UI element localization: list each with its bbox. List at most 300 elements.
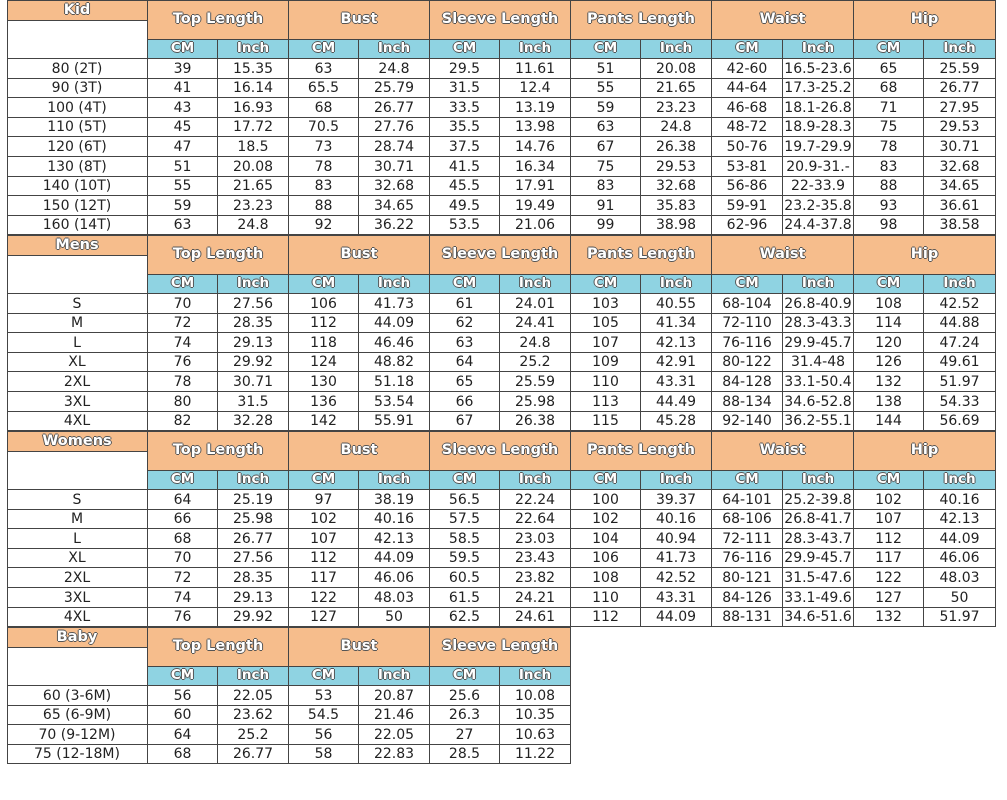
table-cell: 62.5 (430, 608, 500, 627)
table-cell: 44.09 (359, 549, 430, 568)
table-cell: 23.62 (218, 706, 289, 725)
table-cell: 10.63 (500, 725, 571, 745)
size-label: 4XL (7, 412, 148, 431)
table-cell: 57.5 (430, 510, 500, 529)
table-cell: 68 (148, 529, 218, 549)
column-header: Waist (712, 235, 854, 275)
table-cell: 12.4 (500, 79, 571, 98)
table-cell: 112 (571, 608, 641, 627)
table-cell: 70 (148, 294, 218, 314)
table-cell: 44-64 (712, 79, 783, 98)
size-label: M (7, 314, 148, 333)
table-cell: 29.92 (218, 353, 289, 372)
size-label: 70 (9-12M) (7, 725, 148, 745)
table-cell: 61.5 (430, 588, 500, 608)
table-cell: 24.8 (641, 118, 712, 137)
table-cell: 23.43 (500, 549, 571, 568)
table-cell: 26.38 (500, 412, 571, 431)
table-cell: 28.35 (218, 568, 289, 588)
table-cell: 65.5 (289, 79, 359, 98)
table-cell: 26.77 (924, 79, 996, 98)
table-cell: 41.34 (641, 314, 712, 333)
column-header: Sleeve Length (430, 235, 571, 275)
table-cell: 24.61 (500, 608, 571, 627)
table-cell: 51.18 (359, 372, 430, 392)
table-cell: 41.5 (430, 157, 500, 177)
table-cell: 20.08 (641, 59, 712, 79)
table-cell: 55.91 (359, 412, 430, 431)
table-cell: 45.5 (430, 177, 500, 196)
table-cell: 53 (289, 686, 359, 706)
table-cell: 43.31 (641, 372, 712, 392)
unit-header-inch: Inch (641, 40, 712, 59)
table-cell: 112 (854, 529, 924, 549)
table-cell: 72-111 (712, 529, 783, 549)
size-label: S (7, 490, 148, 510)
table-cell: 50-76 (712, 137, 783, 157)
table-cell: 26.77 (218, 529, 289, 549)
table-cell: 32.68 (641, 177, 712, 196)
table-cell: 68-106 (712, 510, 783, 529)
table-cell: 62-96 (712, 216, 783, 235)
size-label: 80 (2T) (7, 59, 148, 79)
table-cell: 102 (289, 510, 359, 529)
column-header: Sleeve Length (430, 627, 571, 667)
table-cell: 17.91 (500, 177, 571, 196)
table-cell: 78 (148, 372, 218, 392)
section-label-spacer (7, 256, 148, 294)
table-cell: 63 (148, 216, 218, 235)
table-cell: 43.31 (641, 588, 712, 608)
table-cell: 22.05 (218, 686, 289, 706)
table-cell: 34.6-52.8 (783, 392, 854, 412)
table-cell: 23.23 (218, 196, 289, 216)
table-cell: 56 (148, 686, 218, 706)
table-cell: 117 (289, 568, 359, 588)
table-cell: 25.98 (500, 392, 571, 412)
table-cell: 16.34 (500, 157, 571, 177)
table-cell: 27.56 (218, 549, 289, 568)
table-cell: 59-91 (712, 196, 783, 216)
table-cell: 50 (359, 608, 430, 627)
table-cell: 107 (854, 510, 924, 529)
unit-header-inch: Inch (924, 40, 996, 59)
table-cell: 40.55 (641, 294, 712, 314)
table-cell: 46.46 (359, 333, 430, 353)
table-cell: 25.6 (430, 686, 500, 706)
table-cell: 32.68 (359, 177, 430, 196)
table-cell: 31.4-48 (783, 353, 854, 372)
column-header: Sleeve Length (430, 0, 571, 40)
table-cell: 120 (854, 333, 924, 353)
table-cell: 27 (430, 725, 500, 745)
column-header: Pants Length (571, 431, 712, 471)
section-label-spacer (7, 648, 148, 686)
size-label: 140 (10T) (7, 177, 148, 196)
table-cell: 32.68 (924, 157, 996, 177)
unit-header-inch: Inch (218, 667, 289, 686)
size-label: 3XL (7, 588, 148, 608)
table-cell: 65 (430, 372, 500, 392)
unit-header-inch: Inch (500, 40, 571, 59)
table-cell: 17.72 (218, 118, 289, 137)
unit-header-cm: CM (148, 40, 218, 59)
table-cell: 26.77 (359, 98, 430, 118)
table-cell: 22.05 (359, 725, 430, 745)
table-cell: 49.61 (924, 353, 996, 372)
size-label: M (7, 510, 148, 529)
table-cell: 30.71 (359, 157, 430, 177)
table-cell: 68 (148, 745, 218, 764)
unit-header-inch: Inch (924, 471, 996, 490)
size-label: 2XL (7, 372, 148, 392)
table-cell: 142 (289, 412, 359, 431)
table-cell: 19.49 (500, 196, 571, 216)
table-cell: 45.28 (641, 412, 712, 431)
table-cell: 110 (571, 372, 641, 392)
table-cell: 28.5 (430, 745, 500, 764)
unit-header-inch: Inch (924, 275, 996, 294)
table-cell: 17.3-25.2 (783, 79, 854, 98)
unit-header-inch: Inch (359, 40, 430, 59)
size-label: 120 (6T) (7, 137, 148, 157)
table-cell: 29.13 (218, 333, 289, 353)
unit-header-cm: CM (712, 275, 783, 294)
table-cell: 70.5 (289, 118, 359, 137)
unit-header-cm: CM (854, 40, 924, 59)
table-cell: 15.35 (218, 59, 289, 79)
table-cell: 20.9-31.- (783, 157, 854, 177)
table-cell: 115 (571, 412, 641, 431)
table-cell: 39 (148, 59, 218, 79)
table-cell: 138 (854, 392, 924, 412)
table-cell: 55 (571, 79, 641, 98)
table-cell: 26.77 (218, 745, 289, 764)
table-cell: 24.8 (500, 333, 571, 353)
table-cell: 23.2-35.8 (783, 196, 854, 216)
table-cell: 117 (854, 549, 924, 568)
table-cell: 33.5 (430, 98, 500, 118)
table-cell: 61 (430, 294, 500, 314)
table-cell: 41 (148, 79, 218, 98)
table-cell: 64 (148, 725, 218, 745)
table-cell: 124 (289, 353, 359, 372)
table-cell: 23.82 (500, 568, 571, 588)
table-cell: 43 (148, 98, 218, 118)
size-label: 110 (5T) (7, 118, 148, 137)
table-cell: 70 (148, 549, 218, 568)
table-cell: 31.5 (218, 392, 289, 412)
table-cell: 72 (148, 568, 218, 588)
unit-header-inch: Inch (500, 667, 571, 686)
table-cell: 18.5 (218, 137, 289, 157)
table-cell: 130 (289, 372, 359, 392)
table-cell: 50 (924, 588, 996, 608)
table-cell: 53.54 (359, 392, 430, 412)
size-label: L (7, 529, 148, 549)
unit-header-inch: Inch (783, 275, 854, 294)
table-cell: 44.88 (924, 314, 996, 333)
table-cell: 29.13 (218, 588, 289, 608)
size-label: 130 (8T) (7, 157, 148, 177)
table-cell: 56.5 (430, 490, 500, 510)
table-cell: 25.59 (500, 372, 571, 392)
size-label: 60 (3-6M) (7, 686, 148, 706)
table-cell: 25.2 (500, 353, 571, 372)
unit-header-cm: CM (148, 667, 218, 686)
table-cell: 13.98 (500, 118, 571, 137)
column-header: Bust (289, 0, 430, 40)
table-cell: 63 (571, 118, 641, 137)
table-cell: 40.16 (359, 510, 430, 529)
unit-header-cm: CM (148, 471, 218, 490)
column-header: Sleeve Length (430, 431, 571, 471)
table-cell: 24.41 (500, 314, 571, 333)
table-cell: 25.2 (218, 725, 289, 745)
table-cell: 25.98 (218, 510, 289, 529)
table-cell: 11.22 (500, 745, 571, 764)
table-cell: 42.13 (641, 333, 712, 353)
table-cell: 21.46 (359, 706, 430, 725)
table-cell: 59.5 (430, 549, 500, 568)
table-cell: 30.71 (218, 372, 289, 392)
size-label: S (7, 294, 148, 314)
table-cell: 98 (854, 216, 924, 235)
table-cell: 13.19 (500, 98, 571, 118)
table-cell: 27.76 (359, 118, 430, 137)
table-cell: 53-81 (712, 157, 783, 177)
table-cell: 44.09 (641, 608, 712, 627)
table-cell: 132 (854, 372, 924, 392)
table-cell: 29.9-45.7 (783, 549, 854, 568)
table-cell: 35.83 (641, 196, 712, 216)
table-cell: 38.98 (641, 216, 712, 235)
section-label-spacer (7, 21, 148, 59)
table-cell: 132 (854, 608, 924, 627)
table-cell: 122 (854, 568, 924, 588)
table-cell: 46-68 (712, 98, 783, 118)
table-cell: 56.69 (924, 412, 996, 431)
table-cell: 41.73 (359, 294, 430, 314)
table-cell: 62 (430, 314, 500, 333)
table-cell: 42.52 (924, 294, 996, 314)
unit-header-inch: Inch (500, 275, 571, 294)
table-cell: 108 (571, 568, 641, 588)
size-label: 65 (6-9M) (7, 706, 148, 725)
unit-header-cm: CM (854, 471, 924, 490)
table-cell: 68-104 (712, 294, 783, 314)
table-cell: 29.5 (430, 59, 500, 79)
table-cell: 32.28 (218, 412, 289, 431)
table-cell: 34.65 (924, 177, 996, 196)
column-header: Hip (854, 235, 996, 275)
table-cell: 99 (571, 216, 641, 235)
table-cell: 18.9-28.3 (783, 118, 854, 137)
table-cell: 21.65 (218, 177, 289, 196)
table-cell: 112 (289, 314, 359, 333)
table-cell: 24.21 (500, 588, 571, 608)
table-cell: 31.5-47.6 (783, 568, 854, 588)
unit-header-cm: CM (571, 471, 641, 490)
table-cell: 48-72 (712, 118, 783, 137)
table-cell: 71 (854, 98, 924, 118)
table-cell: 65 (854, 59, 924, 79)
size-label: 2XL (7, 568, 148, 588)
table-cell: 28.35 (218, 314, 289, 333)
table-cell: 109 (571, 353, 641, 372)
table-cell: 88-134 (712, 392, 783, 412)
table-cell: 66 (430, 392, 500, 412)
table-cell: 113 (571, 392, 641, 412)
unit-header-inch: Inch (359, 275, 430, 294)
column-header: Waist (712, 0, 854, 40)
table-cell: 44.09 (359, 314, 430, 333)
unit-header-inch: Inch (641, 275, 712, 294)
unit-header-cm: CM (430, 40, 500, 59)
table-cell: 54.33 (924, 392, 996, 412)
table-cell: 83 (289, 177, 359, 196)
table-cell: 110 (571, 588, 641, 608)
table-cell: 83 (854, 157, 924, 177)
column-header: Top Length (148, 627, 289, 667)
table-cell: 64-101 (712, 490, 783, 510)
table-cell: 29.9-45.7 (783, 333, 854, 353)
table-cell: 16.93 (218, 98, 289, 118)
table-cell: 36.2-55.1 (783, 412, 854, 431)
table-cell: 40.16 (641, 510, 712, 529)
unit-header-inch: Inch (783, 471, 854, 490)
table-cell: 100 (571, 490, 641, 510)
table-cell: 54.5 (289, 706, 359, 725)
table-cell: 42.13 (924, 510, 996, 529)
column-header: Top Length (148, 431, 289, 471)
section-title: Baby (7, 627, 148, 648)
table-cell: 67 (571, 137, 641, 157)
column-header: Bust (289, 431, 430, 471)
table-cell: 68 (289, 98, 359, 118)
table-cell: 55 (148, 177, 218, 196)
table-cell: 58.5 (430, 529, 500, 549)
table-cell: 75 (571, 157, 641, 177)
section-label-spacer (7, 452, 148, 490)
column-header: Hip (854, 431, 996, 471)
table-cell: 76 (148, 353, 218, 372)
column-header: Hip (854, 0, 996, 40)
table-cell: 22.64 (500, 510, 571, 529)
table-cell: 80 (148, 392, 218, 412)
table-cell: 76 (148, 608, 218, 627)
table-cell: 102 (854, 490, 924, 510)
table-cell: 108 (854, 294, 924, 314)
table-cell: 16.14 (218, 79, 289, 98)
table-cell: 44.09 (924, 529, 996, 549)
table-cell: 36.22 (359, 216, 430, 235)
table-cell: 74 (148, 588, 218, 608)
table-cell: 28.3-43.7 (783, 529, 854, 549)
table-cell: 68 (854, 79, 924, 98)
size-label: 3XL (7, 392, 148, 412)
table-cell: 59 (148, 196, 218, 216)
table-cell: 88 (289, 196, 359, 216)
table-cell: 63 (289, 59, 359, 79)
table-cell: 127 (854, 588, 924, 608)
table-cell: 56-86 (712, 177, 783, 196)
table-cell: 49.5 (430, 196, 500, 216)
table-cell: 122 (289, 588, 359, 608)
table-cell: 25.59 (924, 59, 996, 79)
unit-header-cm: CM (571, 275, 641, 294)
unit-header-cm: CM (430, 275, 500, 294)
unit-header-cm: CM (289, 667, 359, 686)
table-cell: 23.03 (500, 529, 571, 549)
section-title: Mens (7, 235, 148, 256)
table-cell: 46.06 (359, 568, 430, 588)
table-cell: 38.58 (924, 216, 996, 235)
table-cell: 24.01 (500, 294, 571, 314)
table-cell: 30.71 (924, 137, 996, 157)
table-cell: 35.5 (430, 118, 500, 137)
table-cell: 51 (571, 59, 641, 79)
table-cell: 11.61 (500, 59, 571, 79)
unit-header-inch: Inch (641, 471, 712, 490)
table-cell: 67 (430, 412, 500, 431)
table-cell: 29.53 (641, 157, 712, 177)
table-cell: 126 (854, 353, 924, 372)
table-cell: 72 (148, 314, 218, 333)
table-cell: 107 (571, 333, 641, 353)
column-header: Pants Length (571, 235, 712, 275)
unit-header-inch: Inch (218, 275, 289, 294)
section-title: Kid (7, 0, 148, 21)
table-cell: 36.61 (924, 196, 996, 216)
column-header: Bust (289, 235, 430, 275)
table-cell: 56 (289, 725, 359, 745)
table-cell: 42-60 (712, 59, 783, 79)
table-cell: 47.24 (924, 333, 996, 353)
size-label: XL (7, 353, 148, 372)
table-cell: 76-116 (712, 549, 783, 568)
unit-header-cm: CM (712, 471, 783, 490)
table-cell: 24.4-37.8 (783, 216, 854, 235)
table-cell: 88 (854, 177, 924, 196)
table-cell: 28.3-43.3 (783, 314, 854, 333)
table-cell: 63 (430, 333, 500, 353)
table-cell: 92 (289, 216, 359, 235)
size-label: 90 (3T) (7, 79, 148, 98)
table-cell: 58 (289, 745, 359, 764)
unit-header-cm: CM (430, 471, 500, 490)
table-cell: 144 (854, 412, 924, 431)
table-cell: 25.79 (359, 79, 430, 98)
table-cell: 102 (571, 510, 641, 529)
unit-header-cm: CM (289, 40, 359, 59)
table-cell: 75 (854, 118, 924, 137)
size-label: 75 (12-18M) (7, 745, 148, 764)
table-cell: 45 (148, 118, 218, 137)
table-cell: 51 (148, 157, 218, 177)
table-cell: 40.16 (924, 490, 996, 510)
table-cell: 16.5-23.6 (783, 59, 854, 79)
table-cell: 42.52 (641, 568, 712, 588)
table-cell: 60.5 (430, 568, 500, 588)
table-cell: 14.76 (500, 137, 571, 157)
table-cell: 114 (854, 314, 924, 333)
table-cell: 107 (289, 529, 359, 549)
unit-header-cm: CM (430, 667, 500, 686)
table-cell: 78 (854, 137, 924, 157)
table-cell: 105 (571, 314, 641, 333)
unit-header-inch: Inch (218, 40, 289, 59)
